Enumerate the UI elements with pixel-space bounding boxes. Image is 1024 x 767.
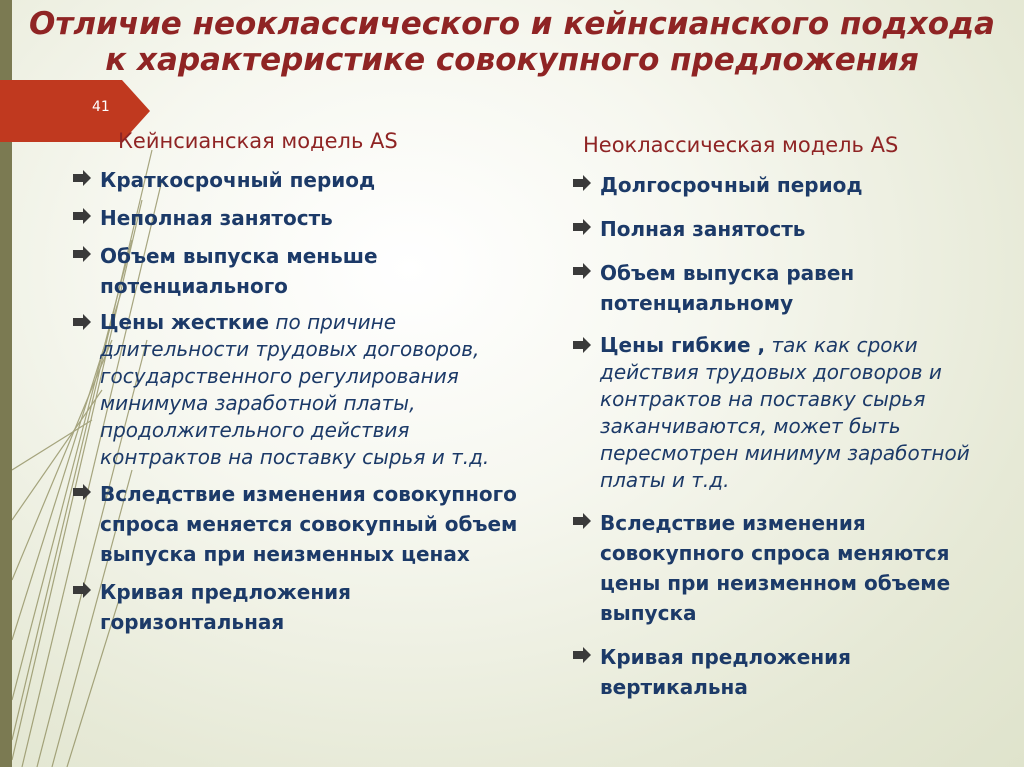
slide-number: 41	[92, 99, 110, 115]
item-bold-text: Долгосрочный период	[600, 173, 863, 197]
keynesian-list	[66, 165, 536, 645]
item-bold-text: Объем выпуска равен потенциальному	[600, 261, 855, 315]
arrow-pointer-icon	[72, 241, 92, 271]
item-bold-text: Полная занятость	[600, 217, 806, 241]
neoclassical-heading: Неоклассическая модель AS	[583, 133, 899, 157]
arrow-pointer-icon	[72, 309, 92, 339]
list-item	[66, 165, 536, 195]
list-item	[566, 170, 976, 200]
arrow-pointer-icon	[572, 258, 592, 288]
item-italic-text: так как сроки действия трудовых договоров и контрактов на поставку сырья заканчиваются, может быть пересмотрен минимум заработной платы и т.д.	[600, 333, 970, 492]
slide-title	[0, 6, 1024, 78]
item-bold-text: Кривая предложения горизонтальная	[100, 580, 352, 634]
list-item	[66, 241, 536, 301]
list-item	[566, 332, 976, 494]
item-bold-text: Вследствие изменения совокупного спроса меняются цены при неизменном объеме выпуска	[600, 511, 951, 625]
item-bold-text: Цены жесткие	[100, 310, 270, 334]
keynesian-heading: Кейнсианская модель AS	[118, 129, 398, 153]
list-item	[566, 258, 976, 318]
item-bold-text: Кривая предложения вертикальна	[600, 645, 852, 699]
arrow-pointer-icon	[72, 479, 92, 509]
list-item	[66, 479, 536, 569]
list-item	[566, 642, 976, 702]
arrow-pointer-icon	[572, 332, 592, 362]
item-bold-text: Цены гибкие ,	[600, 333, 766, 357]
list-item	[566, 214, 976, 244]
arrow-pointer-icon	[572, 508, 592, 538]
arrow-pointer-icon	[572, 170, 592, 200]
list-item	[66, 577, 536, 637]
list-item	[66, 309, 536, 471]
arrow-pointer-icon	[72, 203, 92, 233]
list-item	[66, 203, 536, 233]
arrow-pointer-icon	[572, 642, 592, 672]
title-line-2: к характеристике совокупного предложения	[105, 42, 919, 78]
item-bold-text: Вследствие изменения совокупного спроса меняется совокупный объем выпуска при неизменных ценах	[100, 482, 518, 566]
item-bold-text: Неполная занятость	[100, 206, 333, 230]
item-italic-text: по причине длительности трудовых договоров, государственного регулирования минимума заработной платы, продолжительного действия контрактов на поставку сырья и т.д.	[100, 310, 490, 469]
title-line-1: Отличие неоклассического и кейнсианского подхода	[29, 6, 995, 42]
item-bold-text: Объем выпуска меньше потенциального	[100, 244, 378, 298]
list-item	[566, 508, 976, 628]
neoclassical-list	[566, 170, 976, 716]
item-bold-text: Краткосрочный период	[100, 168, 376, 192]
arrow-pointer-icon	[572, 214, 592, 244]
arrow-pointer-icon	[72, 577, 92, 607]
arrow-pointer-icon	[72, 165, 92, 195]
